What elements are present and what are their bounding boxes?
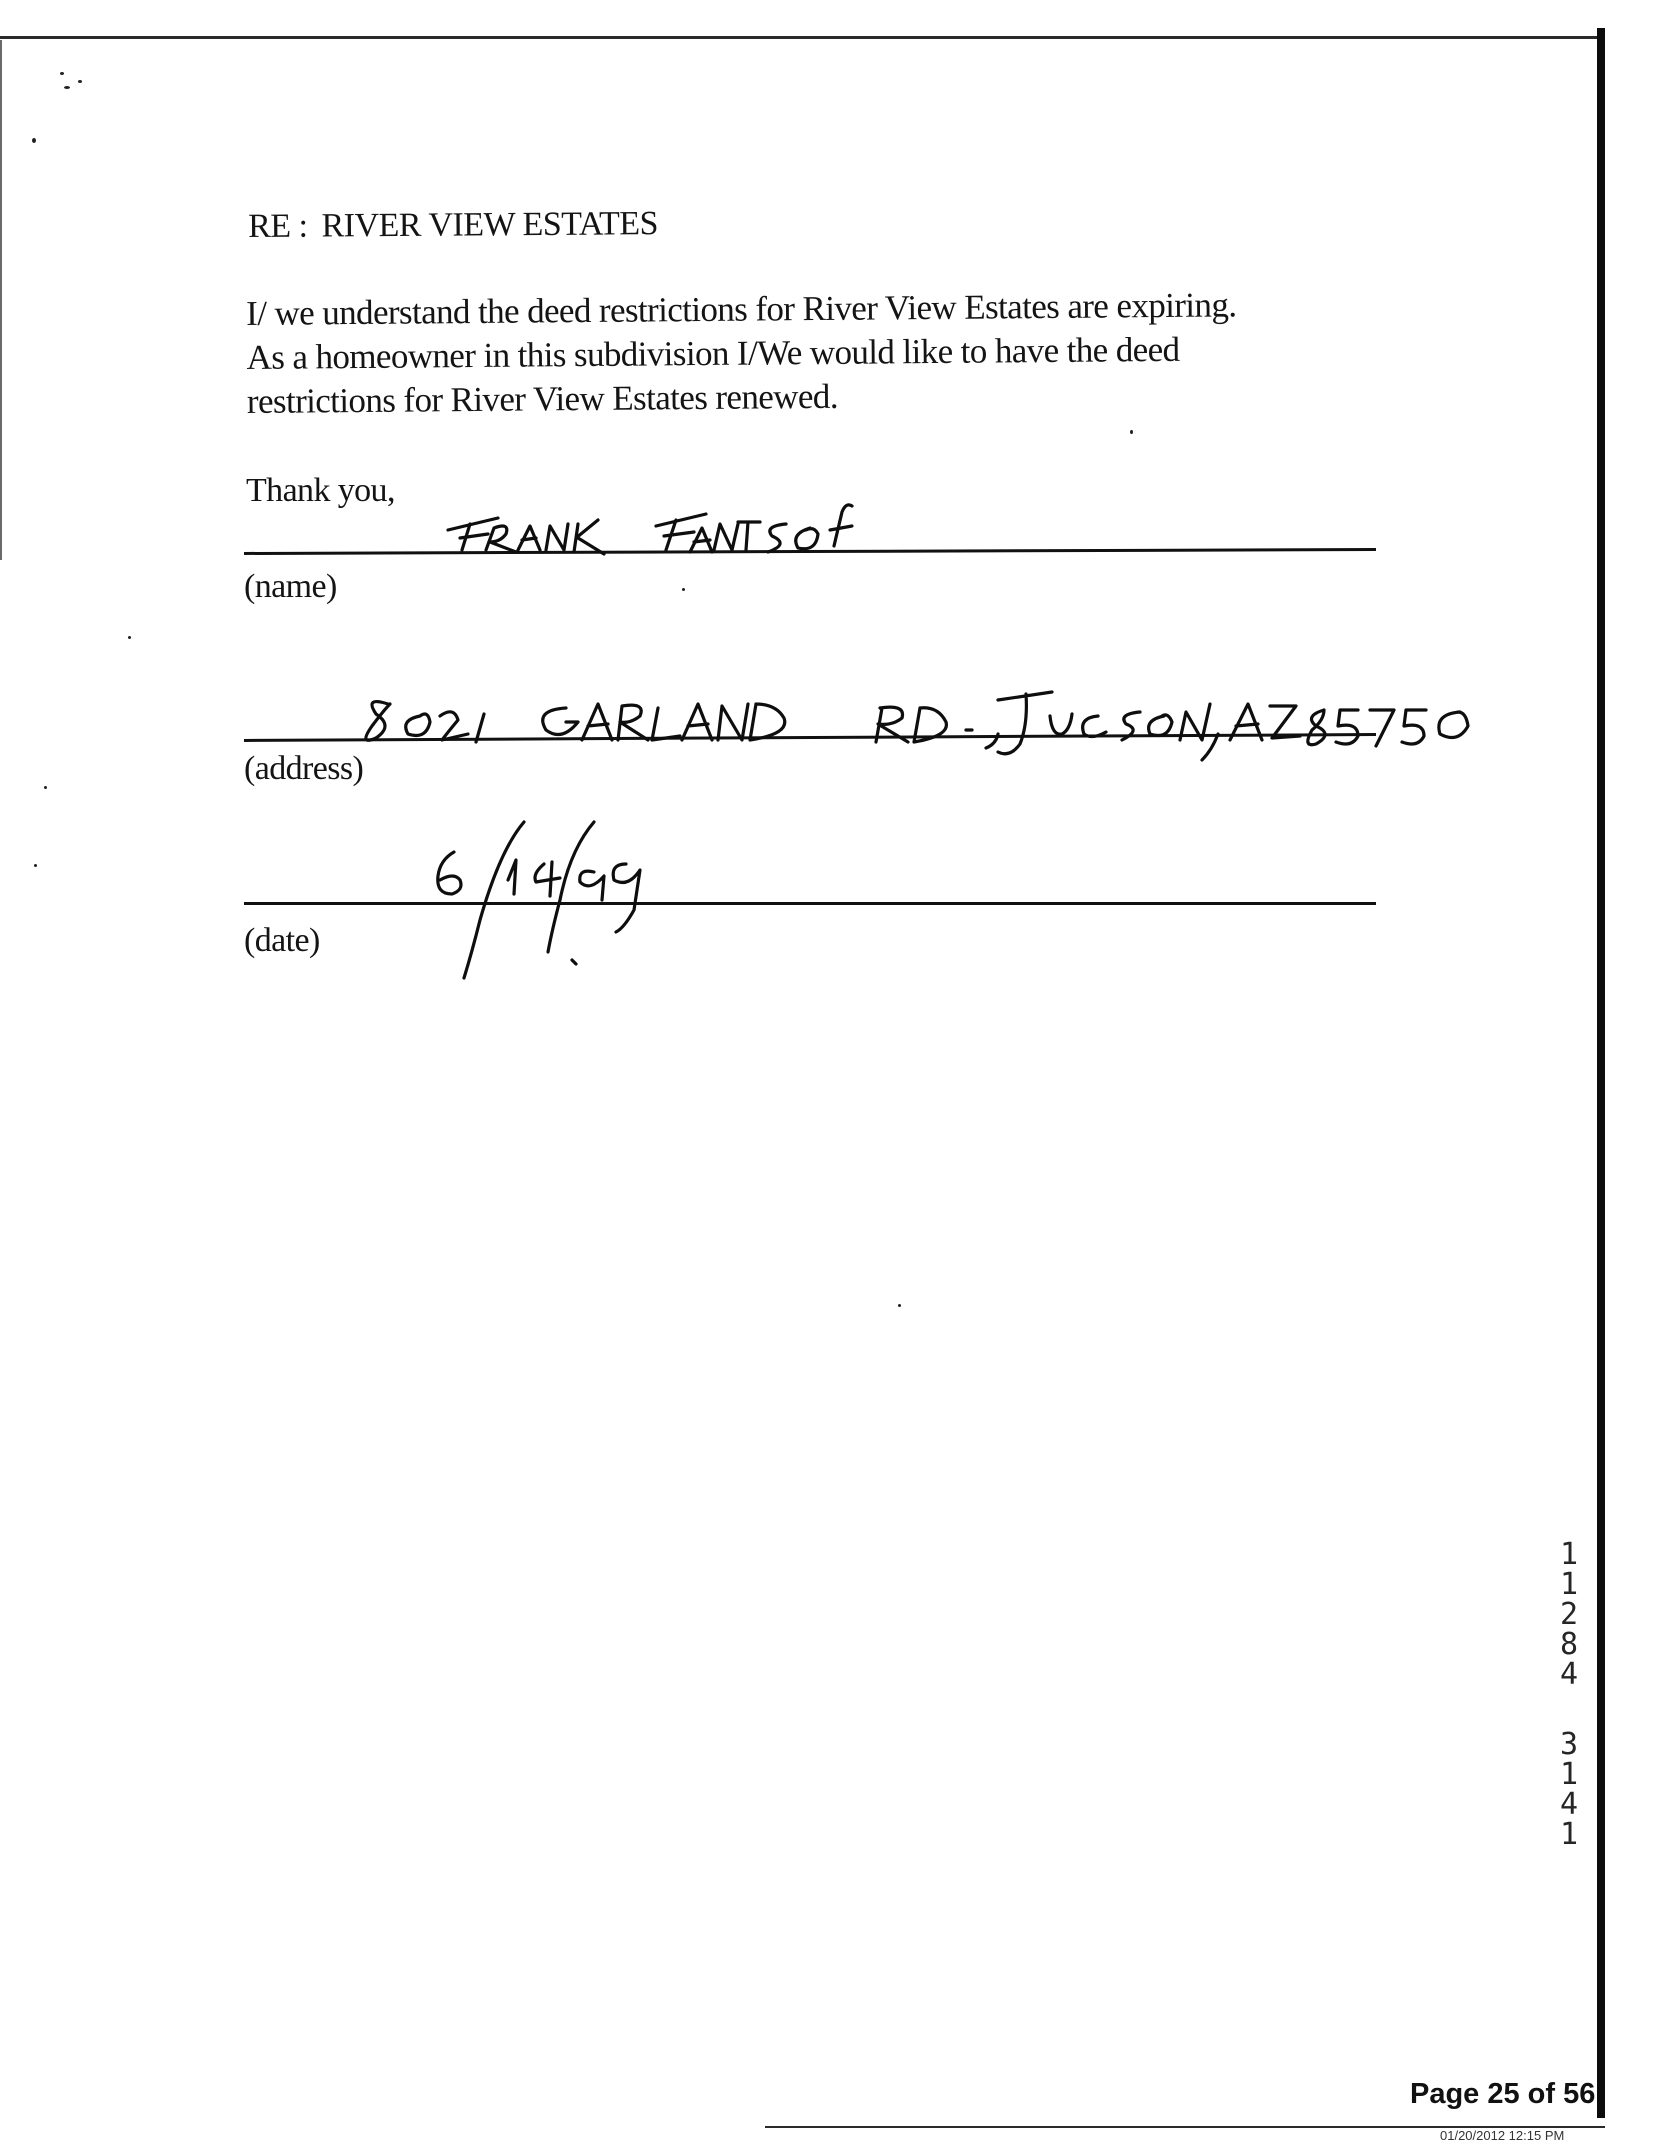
handwritten-name-signature: [438, 488, 858, 568]
closing-text: Thank you,: [246, 472, 395, 509]
letter-body: [246, 282, 1397, 424]
name-label: (name): [244, 568, 337, 605]
scan-speck: [1130, 430, 1133, 434]
scan-speck: [60, 72, 64, 75]
stamp-digit: 1: [1559, 1567, 1579, 1602]
body-line: restrictions for River View Estates renewed.: [246, 376, 839, 421]
scan-speck: [682, 588, 685, 591]
body-line: As a homeowner in this subdivision I/We would like to have the deed: [246, 329, 1180, 377]
stamp-digit: 2: [1559, 1597, 1579, 1632]
subject-prefix: RE :: [248, 207, 308, 245]
date-label: (date): [244, 922, 320, 959]
stamp-digit: 3: [1559, 1727, 1579, 1762]
stamp-digit: 8: [1559, 1627, 1579, 1662]
address-label: (address): [244, 750, 364, 787]
stamp-digit: 1: [1559, 1817, 1579, 1852]
body-line: I/ we understand the deed restrictions for River View Estates are expiring.: [246, 285, 1237, 333]
stamp-digit: 1: [1559, 1757, 1579, 1792]
subject-text: RIVER VIEW ESTATES: [321, 205, 659, 245]
handwritten-date: [420, 810, 740, 990]
page-number: Page 25 of 56: [1410, 2078, 1596, 2110]
vertical-document-stamp: [1554, 1537, 1584, 1852]
scan-speck: [128, 636, 131, 639]
date-signature-line: [244, 902, 1376, 905]
scan-speck: [34, 864, 37, 867]
scan-speck: [32, 138, 36, 143]
stamp-digit: 1: [1559, 1537, 1579, 1572]
handwritten-address: [350, 660, 1520, 770]
stamp-digit: 4: [1559, 1787, 1579, 1822]
scan-speck: [64, 86, 70, 89]
subject-line: [248, 205, 658, 246]
stamp-gap: [1554, 1690, 1584, 1730]
page-top-edge: [0, 36, 1600, 39]
scan-speck: [898, 1304, 901, 1307]
scan-speck: [44, 786, 47, 789]
page-right-edge: [1597, 28, 1605, 2118]
stamp-digit: 4: [1559, 1657, 1579, 1692]
scan-speck: [78, 80, 82, 83]
page-left-edge: [0, 40, 2, 560]
print-timestamp: 01/20/2012 12:15 PM: [1440, 2128, 1565, 2142]
